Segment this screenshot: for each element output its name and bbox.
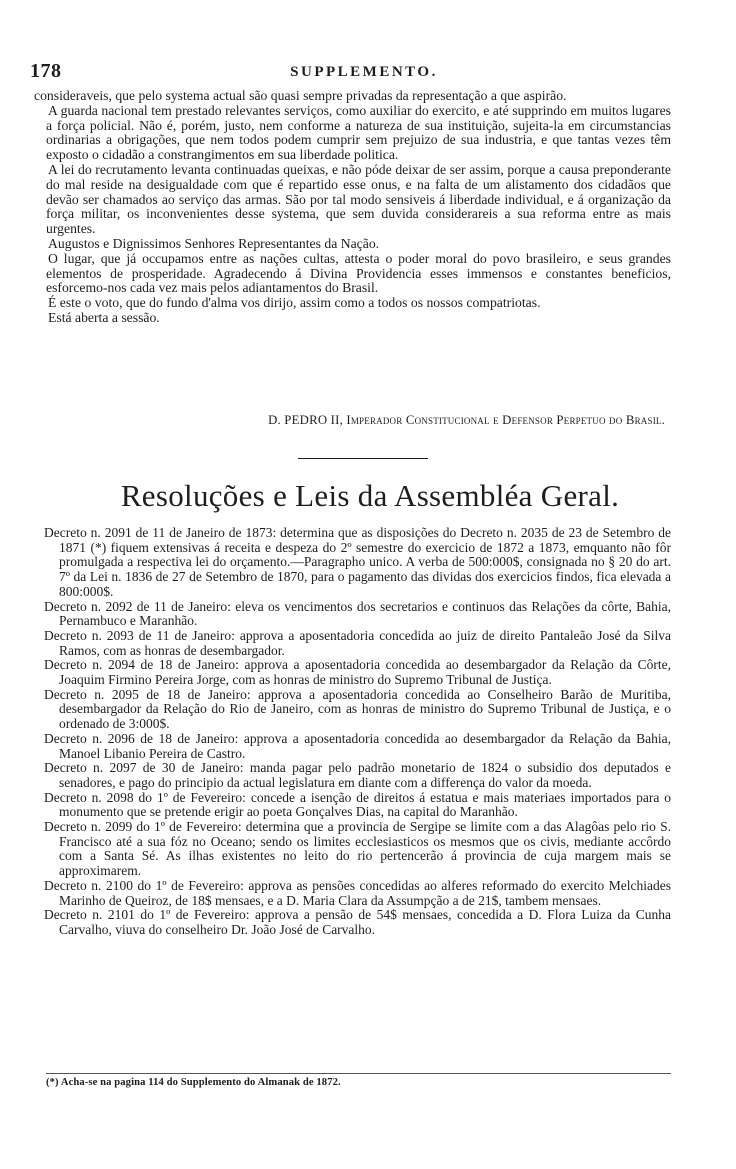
speech-paragraph: Augustos e Dignissimos Senhores Representantes da Nação. <box>48 235 380 251</box>
decree-list <box>44 526 671 938</box>
decree-item: Decreto n. 2091 de 11 de Janeiro de 1873: determina que as disposições do Decreto n. 2035 de 23 de Setembro de 1871 (*) fiquem extensivas á receita e despeza do 2º semestre do exercicio de 1872 a 1873, emquanto não fôr promulgada a respectiva lei do orçamento.—Paragrapho unico. A verba de 500:000$, consignada no § 20 do art. 7º da Lei n. 1836 de 27 de Setembro de 1870, para o pagamento das dividas dos exercicios findos, fica elevada a 800:000$. <box>44 525 671 599</box>
decree-item: Decreto n. 2097 de 30 de Janeiro: manda pagar pelo padrão monetario de 1824 o subsidio dos deputados e senadores, e pago do principio da actual legislatura em diante com a differença do valor da moeda. <box>44 760 671 790</box>
speech-paragraph: Está aberta a sessão. <box>48 309 160 325</box>
page-header <box>30 60 698 84</box>
signature-title: Imperador Constitucional e Defensor Perpetuo do Brasil. <box>346 413 665 427</box>
speech-paragraph: A lei do recrutamento levanta continuadas queixas, e não póde deixar de ser assim, porque a causa preponderante do mal reside na desigualdade com que é repartido esse onus, e na falta de um alistamento dos cidadãos que devão ser chamados ao serviço das armas. São por tal modo sensiveis á liberdade individual, e á organização da força militar, os inconvenientes desse systema, que sem duvida considerareis a sua reforma entre as mais urgentes. <box>46 161 671 237</box>
decree-item: Decreto n. 2099 do 1º de Fevereiro: determina que a provincia de Sergipe se limite com a das Alagôas pelo rio S. Francisco até a sua fóz no Oceano; sendo os limites ecclesiasticos os mesmos que os civis, mediante accôrdo com a Santa Sé. As ilhas existentes no leito do rio pertencerão á provincia de cuja margem mais se approximarem. <box>44 819 671 879</box>
speech-text <box>34 88 671 326</box>
decree-item: Decreto n. 2093 de 11 de Janeiro: approva a aposentadoria concedida ao juiz de direito Pantaleão José da Silva Ramos, com as honras de desembargador. <box>44 627 671 658</box>
page-number: 178 <box>30 60 62 82</box>
decree-item: Decreto n. 2098 do 1º de Fevereiro: concede a isenção de direitos á estatua e mais materiaes importados para o monumento que se pretende erigir ao poeta Gonçalves Dias, na capital do Maranhão. <box>44 789 671 820</box>
speech-paragraph: O lugar, que já occupamos entre as nações cultas, attesta o poder moral do povo brasileiro, e seus grandes elementos de prosperidade. Agradecendo á Divina Providencia esses immensos e constantes beneficios, esforcemo-nos cada vez mais pelos adiantamentos do Brasil. <box>46 250 671 296</box>
decree-item: Decreto n. 2094 de 18 de Janeiro: approva a aposentadoria concedida ao desembargador da Relação da Côrte, Joaquim Firmino Pereira Jorge, com as honras de ministro do Supremo Tribunal de Justiça. <box>44 657 671 688</box>
signature <box>40 413 665 428</box>
footnote: (*) Acha-se na pagina 114 do Supplemento do Almanak de 1872. <box>46 1077 341 1088</box>
decree-item: Decreto n. 2100 do 1º de Fevereiro: approva as pensões concedidas ao alferes reformado do exercito Melchiades Marinho de Queiroz, de 18$ mensaes, e a D. Maria Clara da Assumpção a de 21$, tambem mensaes. <box>44 877 671 908</box>
running-head: SUPPLEMENTO. <box>290 64 438 80</box>
decree-item: Decreto n. 2092 de 11 de Janeiro: eleva os vencimentos dos secretarios e continuos das Relações da côrte, Bahia, Pernambuco e Maranhão. <box>44 598 671 629</box>
decree-item: Decreto n. 2095 de 18 de Janeiro: approva a aposentadoria concedida ao Conselheiro Barão de Muritiba, desembargador da Relação do Rio de Janeiro, com as honras de ministro do Supremo Tribunal de Justiça, e o ordenado de 3:000$. <box>44 686 671 732</box>
signature-name: D. PEDRO II, <box>268 413 343 427</box>
section-divider <box>298 458 428 459</box>
decree-item: Decreto n. 2096 de 18 de Janeiro: approva a aposentadoria concedida ao desembargador da Relação da Bahia, Manoel Libanio Pereira de Castro. <box>44 730 671 761</box>
speech-paragraph: consideraveis, que pelo systema actual são quasi sempre privadas da representação a que aspirão. <box>34 88 567 103</box>
speech-paragraph: A guarda nacional tem prestado relevantes serviços, como auxiliar do exercito, e até supprindo em muitos lugares a força policial. Não é, porém, justo, nem conforme a natureza de sua instituição, sujeita-la em circumstancias ordinarias a obrigações, que nem todos podem cumprir sem prejuizo de sua industria, e que tantas vezes têm exposto o cidadão a constrangimentos em sua liberdade politica. <box>46 102 671 163</box>
speech-paragraph: É este o voto, que do fundo d'alma vos dirijo, assim como a todos os nossos compatriotas. <box>48 295 541 311</box>
decree-item: Decreto n. 2101 do 1º de Fevereiro: approva a pensão de 54$ mensaes, concedida a D. Flora Luiza da Cunha Carvalho, viuva do conselheiro Dr. João José de Carvalho. <box>44 907 671 937</box>
section-title: Resoluções e Leis da Assembléa Geral. <box>120 478 620 513</box>
footnote-divider <box>46 1073 671 1074</box>
